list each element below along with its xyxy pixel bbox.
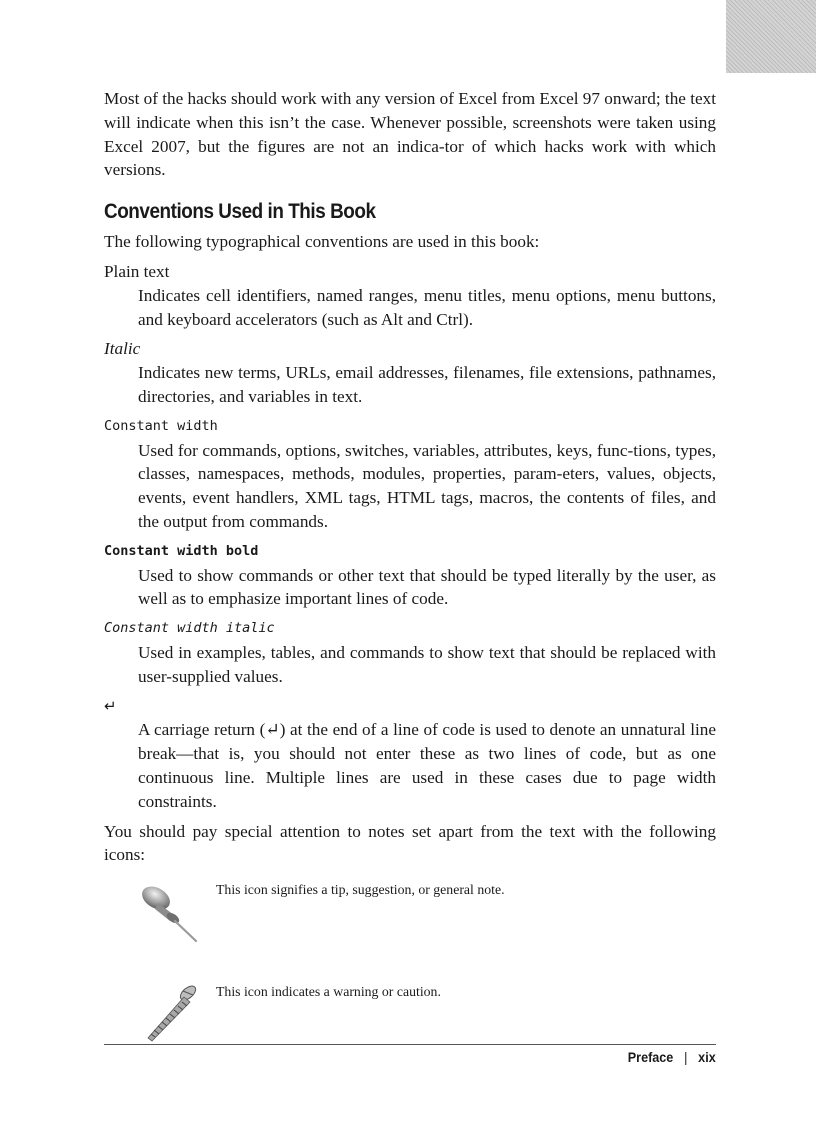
icons-intro: You should pay special attention to notes set apart from the text with the following icons: <box>104 821 716 865</box>
page-edge-tab <box>726 0 816 73</box>
intro-paragraph: Most of the hacks should work with any version of Excel from Excel 97 onward; the text will indicate when this isn’t the case. Whenever possible, screenshots were taken using Excel 2007, but the figures are not an indica-tor of which hacks work with which versions. <box>104 89 716 180</box>
convention-desc-carriage-return: A carriage return (↵) at the end of a line of code is used to denote an unnatural line break—that is, you should not enter these as two lines of code, but as one continuous line. Multiple lines are used in these cases due to page width constraints. <box>138 720 716 811</box>
convention-desc-constant-width: Used for commands, options, switches, variables, attributes, keys, func-tions, types, classes, namespaces, methods, modules, properties, param-eters, values, objects, events, event handlers, XML tags, HTML tags, macros, the contents of files, and the output from commands. <box>138 440 716 531</box>
convention-term-carriage-return: ↵ <box>104 696 117 715</box>
pushpin-icon <box>138 881 204 947</box>
convention-desc-italic: Indicates new terms, URLs, email addresses, filenames, file extensions, pathnames, directories, and variables in text. <box>138 363 716 406</box>
warning-note-text: This icon indicates a warning or caution. <box>216 984 441 1000</box>
convention-desc-constant-width-bold: Used to show commands or other text that should be typed literally by the user, as well as to emphasize important lines of code. <box>138 565 716 609</box>
running-footer <box>628 1049 716 1065</box>
tip-note <box>104 881 716 983</box>
tip-note-text: This icon signifies a tip, suggestion, or general note. <box>216 882 505 898</box>
convention-desc-constant-width-italic: Used in examples, tables, and commands to show text that should be replaced with user-supplied values. <box>138 642 716 686</box>
footer-separator: | <box>684 1049 688 1065</box>
convention-term-italic: Italic <box>104 339 141 359</box>
footer-rule <box>104 1044 716 1045</box>
page-body <box>104 87 716 1053</box>
convention-desc-plain-text: Indicates cell identifiers, named ranges, menu titles, menu options, menu buttons, and keyboard accelerators (such as Alt and Ctrl). <box>138 285 716 329</box>
warning-note <box>104 983 716 1053</box>
convention-term-constant-width-bold: Constant width bold <box>104 542 259 559</box>
section-heading: Conventions Used in This Book <box>104 200 376 224</box>
conventions-list <box>104 260 716 814</box>
convention-term-constant-width-italic: Constant width italic <box>104 620 275 637</box>
screw-icon <box>138 983 204 1049</box>
footer-section: Preface <box>628 1049 674 1065</box>
conventions-lead: The following typographical conventions are used in this book: <box>104 232 540 252</box>
convention-term-plain-text: Plain text <box>104 261 170 281</box>
convention-term-constant-width: Constant width <box>104 417 218 434</box>
page-number: xix <box>698 1049 716 1065</box>
